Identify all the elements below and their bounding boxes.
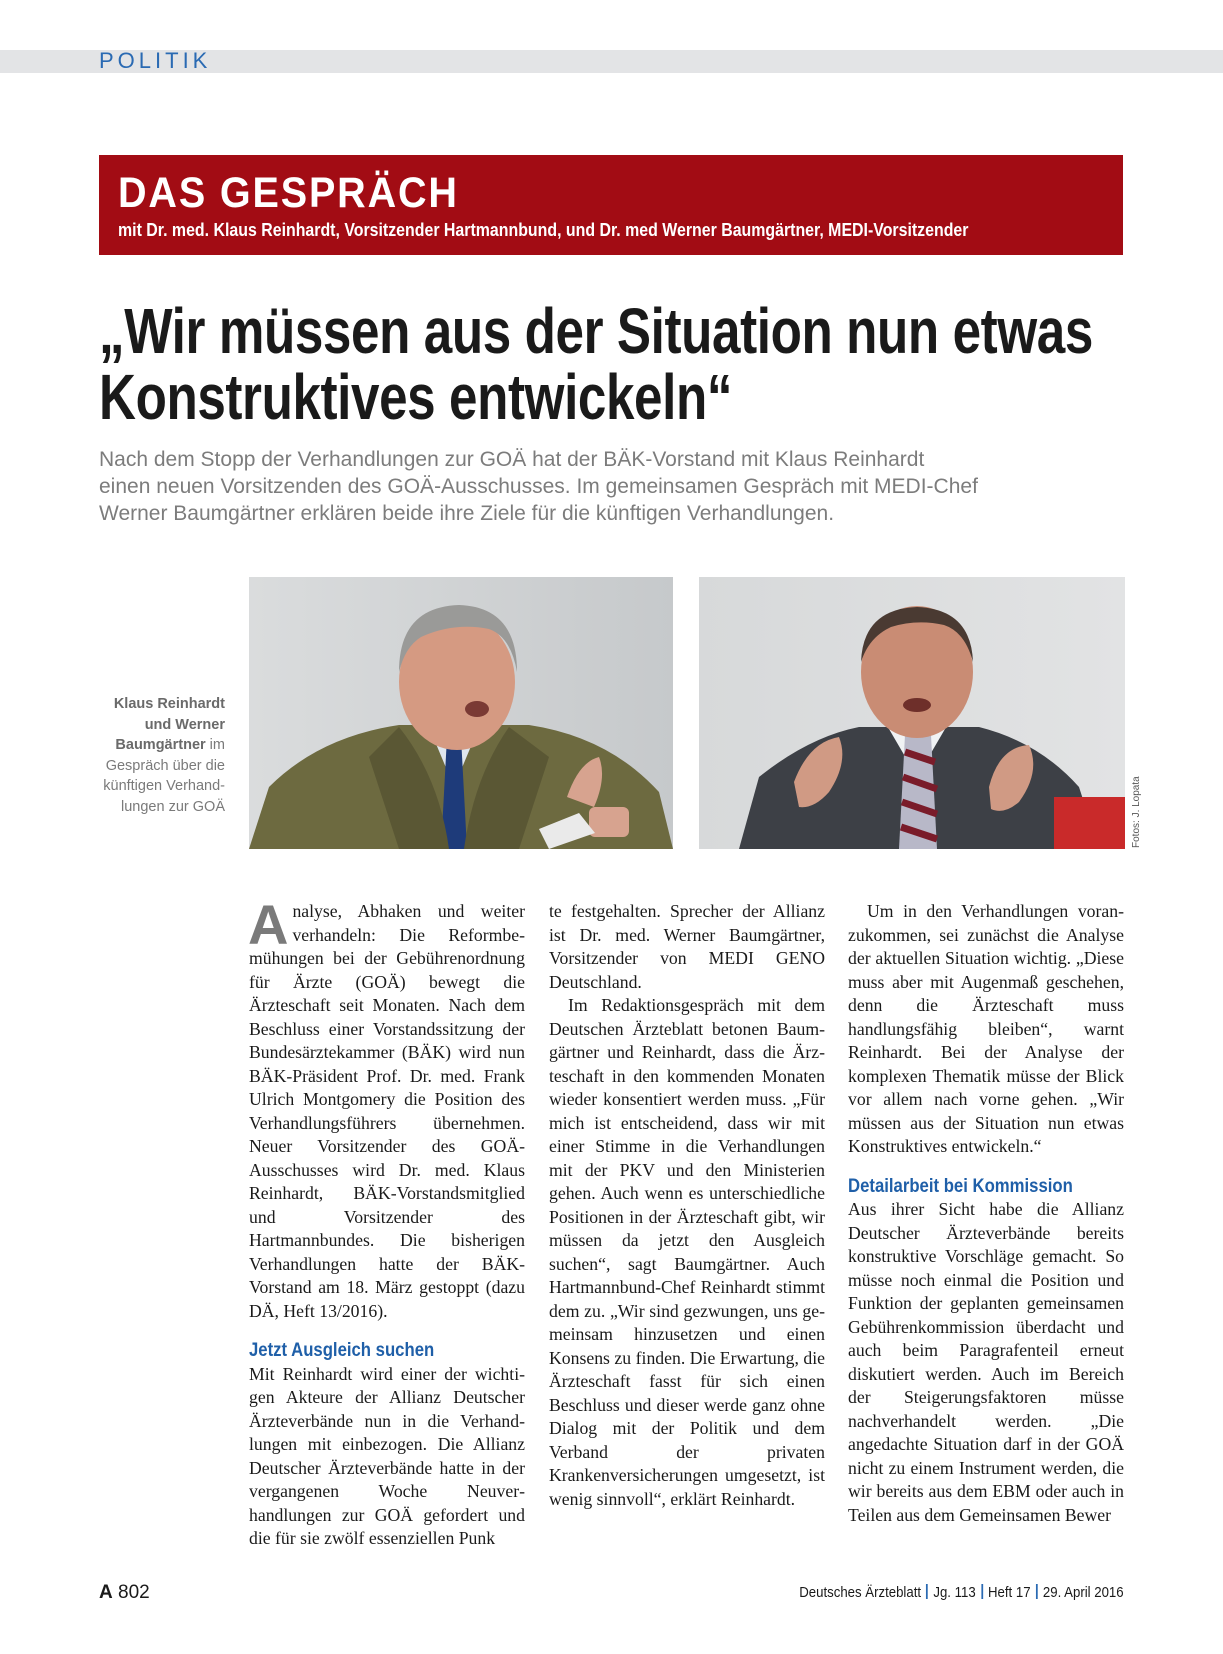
publication-info — [800, 1584, 1124, 1601]
paragraph: Aus ihrer Sicht habe die Allianz Deutscher Ärzteverbände bereits konstruktive Vorschläge gemacht. So müsse noch einmal die Position und Funktion der geplanten gemeinsamen Gebührenkommission überdacht und auch beim Paragrafenteil erneut diskutiert werden. Auch im Bereich der Steigerungsfaktoren müsse nachverhandelt werden. „Die angedachte Situation darf in der GOÄ nicht zu einem Instrument werden, die wir bereits aus dem EBM oder auch in Teilen aus dem Gemeinsamen Bewer — [848, 1199, 1124, 1525]
article-column-1 — [248, 893, 525, 1551]
separator — [1036, 1584, 1038, 1599]
lead-line-2: einen neuen Vorsitzenden des GOÄ-Ausschusses. Im gemeinsamen Gespräch mit MEDI-Chef — [99, 475, 978, 498]
headline-line-1: „Wir müssen aus der Situation nun etwas — [99, 295, 1093, 367]
issue-date: 29. April 2016 — [1043, 1584, 1124, 1601]
volume: Jg. 113 — [933, 1584, 977, 1601]
subheading-jetzt-ausgleich: Jetzt Ausgleich suchen — [249, 1340, 435, 1361]
issue: Heft 17 — [988, 1584, 1031, 1601]
section-label: POLITIK — [99, 48, 212, 73]
paragraph: Um in den Verhandlungen voranzukommen, sei zunächst die Analyse der aktuellen Situation wichtig. „Diese muss aber mit Augenmaß geschehen, denn die Ärzteschaft muss handlungsfähig bleiben“, warnt Reinhardt. Bei der Analyse der komplexen Thematik müsse der Blick vor allem nach vorne gehen. „Wir müssen aus der Situation nun etwas Konstruktives entwickeln.“ — [848, 901, 1124, 1156]
interview-banner — [99, 155, 1123, 255]
photo-credit: Fotos: J. Lopata — [1131, 776, 1142, 848]
lead-line-3: Werner Baumgärtner erklären beide ihre Ziele für die künftigen Verhandlungen. — [99, 502, 835, 525]
article-lead — [99, 446, 1099, 527]
lead-line-1: Nach dem Stopp der Verhandlungen zur GOÄ hat der BÄK-Vorstand mit Klaus Reinhardt — [99, 448, 925, 471]
subheading-detailarbeit: Detailarbeit bei Kommission — [848, 1175, 1073, 1197]
paragraph: Im Redaktionsgespräch mit dem Deutschen Ärzteblatt betonen Baumgärtner und Reinhardt, dass die Ärzteschaft in den kommenden Monaten wieder konsentiert werden muss. „Für mich ist entscheidend, dass wir mit einer Stimme in die Verhandlungen mit der PKV und den Ministerien gehen. Auch wenn es unterschiedliche Positionen in der Ärzteschaft gibt, wir müssen da jetzt den Ausgleich suchen“, sagt Baumgärtner. Auch Hartmannbund-Chef Reinhardt stimmt dem zu. „Wir sind gezwungen, uns gemeinsam hinzusetzen und einen Konsens zu finden. Die Erwartung, die Ärzteschaft fasst für sich einen Beschluss und dieser werde ganz ohne Dialog mit der Politik und dem Verband der privaten Krankenversicherungen umgesetzt, ist wenig sinnvoll“, erklärt Reinhardt. — [549, 995, 825, 1509]
page-number — [99, 1582, 150, 1604]
separator — [981, 1584, 983, 1599]
paragraph: te festgehalten. Sprecher der Allianz ist Dr. med. Werner Baumgärtner, Vorsitzender von MEDI GENO Deutschland. — [549, 901, 825, 992]
caption-names: Klaus Reinhardt und Werner Baumgärtner — [113, 696, 225, 753]
photo-caption — [88, 694, 225, 817]
paragraph: Mit Reinhardt wird einer der wichtigen Akteure der Allianz Deutscher Ärzteverbände nun in die Verhandlungen mit einbezogen. Die Allianz Deutscher Ärzteverbände hatte in der vergangenen Woche Neuverhandlungen zur GOÄ gefordert und die für sie zwölf essenziellen Punk — [249, 1363, 525, 1548]
photo-werner-baumgaertner — [699, 577, 1125, 849]
article-column-3 — [848, 900, 1124, 1527]
paragraph-text: nalyse, Abhaken und weiter verhandeln: Die Reformbemühungen bei der Gebührenordnung für Ärzte (GOÄ) bewegt die Ärzteschaft seit Monaten. Nach dem Beschluss einer Vorstandssitzung der Bundesärztekammer (BÄK) wird nun BÄK-Präsident Prof. Dr. med. Frank Ulrich Montgomery die Position des Verhandlungsführers übernehmen. Neuer Vorsitzender des GOÄ-Ausschusses wird Dr. med. Klaus Reinhardt, BÄK-Vorstandsmitglied und Vorsitzender des Hartmannbundes. Die bisherigen Verhandlungen hatte der BÄK-Vorstand am 18. März gestoppt (dazu DÄ, Heft 13/2016). — [249, 901, 525, 1321]
journal-name: Deutsches Ärzteblatt — [799, 1584, 922, 1601]
article-column-2 — [549, 900, 825, 1511]
banner-title: DAS GESPRÄCH — [118, 169, 459, 217]
separator — [927, 1584, 929, 1599]
drop-cap: A — [248, 893, 289, 956]
photo-klaus-reinhardt — [249, 577, 673, 849]
article-headline — [99, 295, 1093, 433]
banner-subtitle: mit Dr. med. Klaus Reinhardt, Vorsitzender Hartmannbund, und Dr. med Werner Baumgärtner, MEDI-Vorsitzender — [118, 219, 969, 240]
page-prefix: A — [99, 1582, 113, 1603]
paragraph — [248, 893, 525, 1323]
caption-text: im Gespräch über die künftigen Verhandlungen zur GOÄ — [103, 737, 225, 815]
page-number-value: 802 — [118, 1582, 150, 1603]
headline-line-2: Konstruktives entwickeln“ — [99, 361, 733, 433]
